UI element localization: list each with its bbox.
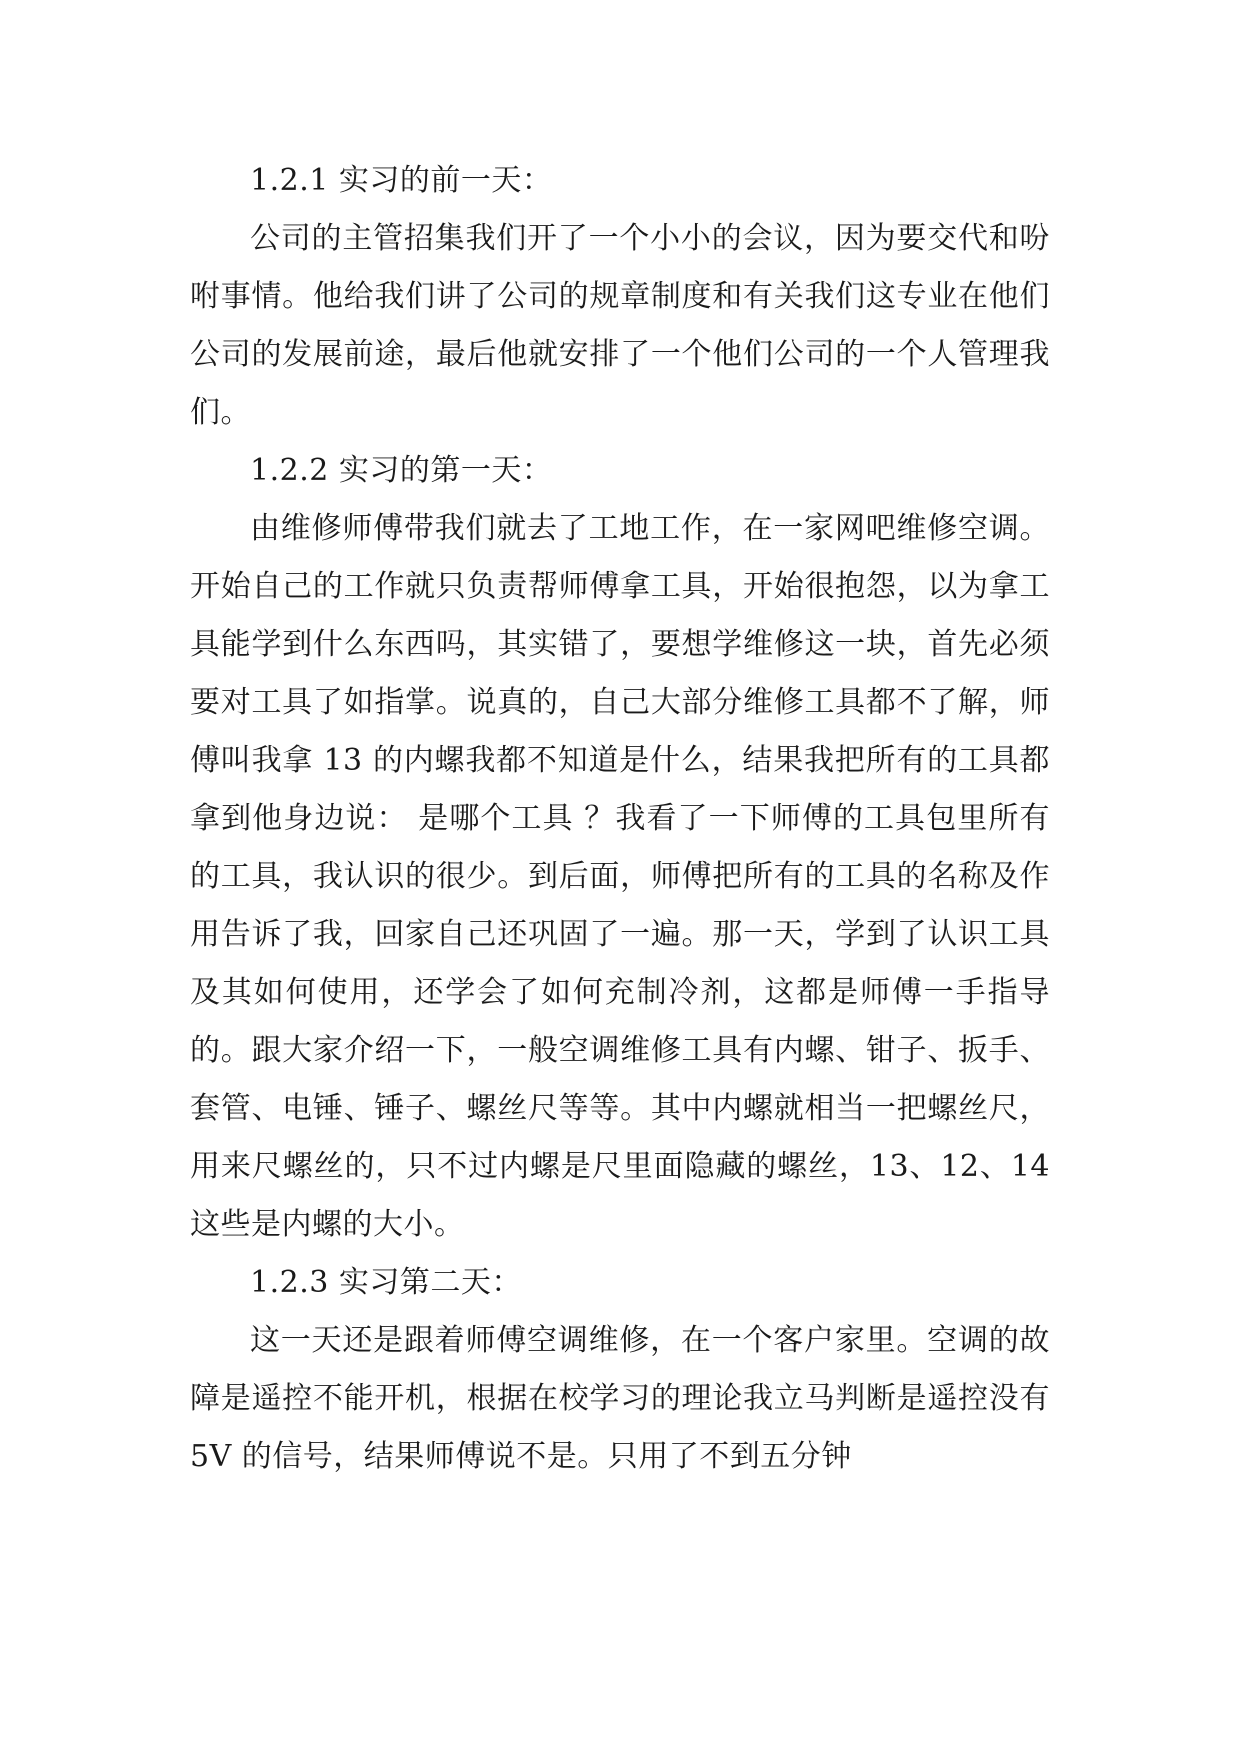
paragraph-day-before: 公司的主管招集我们开了一个小小的会议，因为要交代和吩咐事情。他给我们讲了公司的规章制度和有关我们这专业在他们公司的发展前途，最后他就安排了一个他们公司的一个人管理我们。 [190,221,1050,430]
section-heading-1-2-1: 1.2.1 实习的前一天： [250,163,553,198]
paragraph-second-day: 这一天还是跟着师傅空调维修，在一个客户家里。空调的故障是遥控不能开机，根据在校学习的理论我立马判断是遥控没有 5V 的信号，结果师傅说不是。只用了不到五分钟 [190,1323,1050,1474]
paragraph-first-day: 由维修师傅带我们就去了工地工作，在一家网吧维修空调。开始自己的工作就只负责帮师傅拿工具，开始很抱怨，以为拿工具能学到什么东西吗，其实错了，要想学维修这一块，首先必须要对工具了如指掌。说真的，自己大部分维修工具都不了解，师傅叫我拿 13 的内螺我都不知道是什么，结果我把所有的工具都拿到他身边说： 是哪个工具 ？我看了一下师傅的工具包里所有的工具，我认识的很少。到后面，师傅把所有的工具的名称及作用告诉了我，回家自己还巩固了一遍。那一天，学到了认识工具及其如何使用，还学会了如何充制冷剂，这都是师傅一手指导的。跟大家介绍一下，一般空调维修工具有内螺、钳子、扳手、套管、电锤、锤子、螺丝尺等等。其中内螺就相当一把螺丝尺，用来尺螺丝的，只不过内螺是尺里面隐藏的螺丝，13、12、14 这些是内螺的大小。 [190,511,1050,1242]
section-heading-1-2-2: 1.2.2 实习的第一天： [250,453,553,488]
document-body [190,152,1050,1486]
section-heading-1-2-3: 1.2.3 实习第二天： [250,1265,522,1300]
